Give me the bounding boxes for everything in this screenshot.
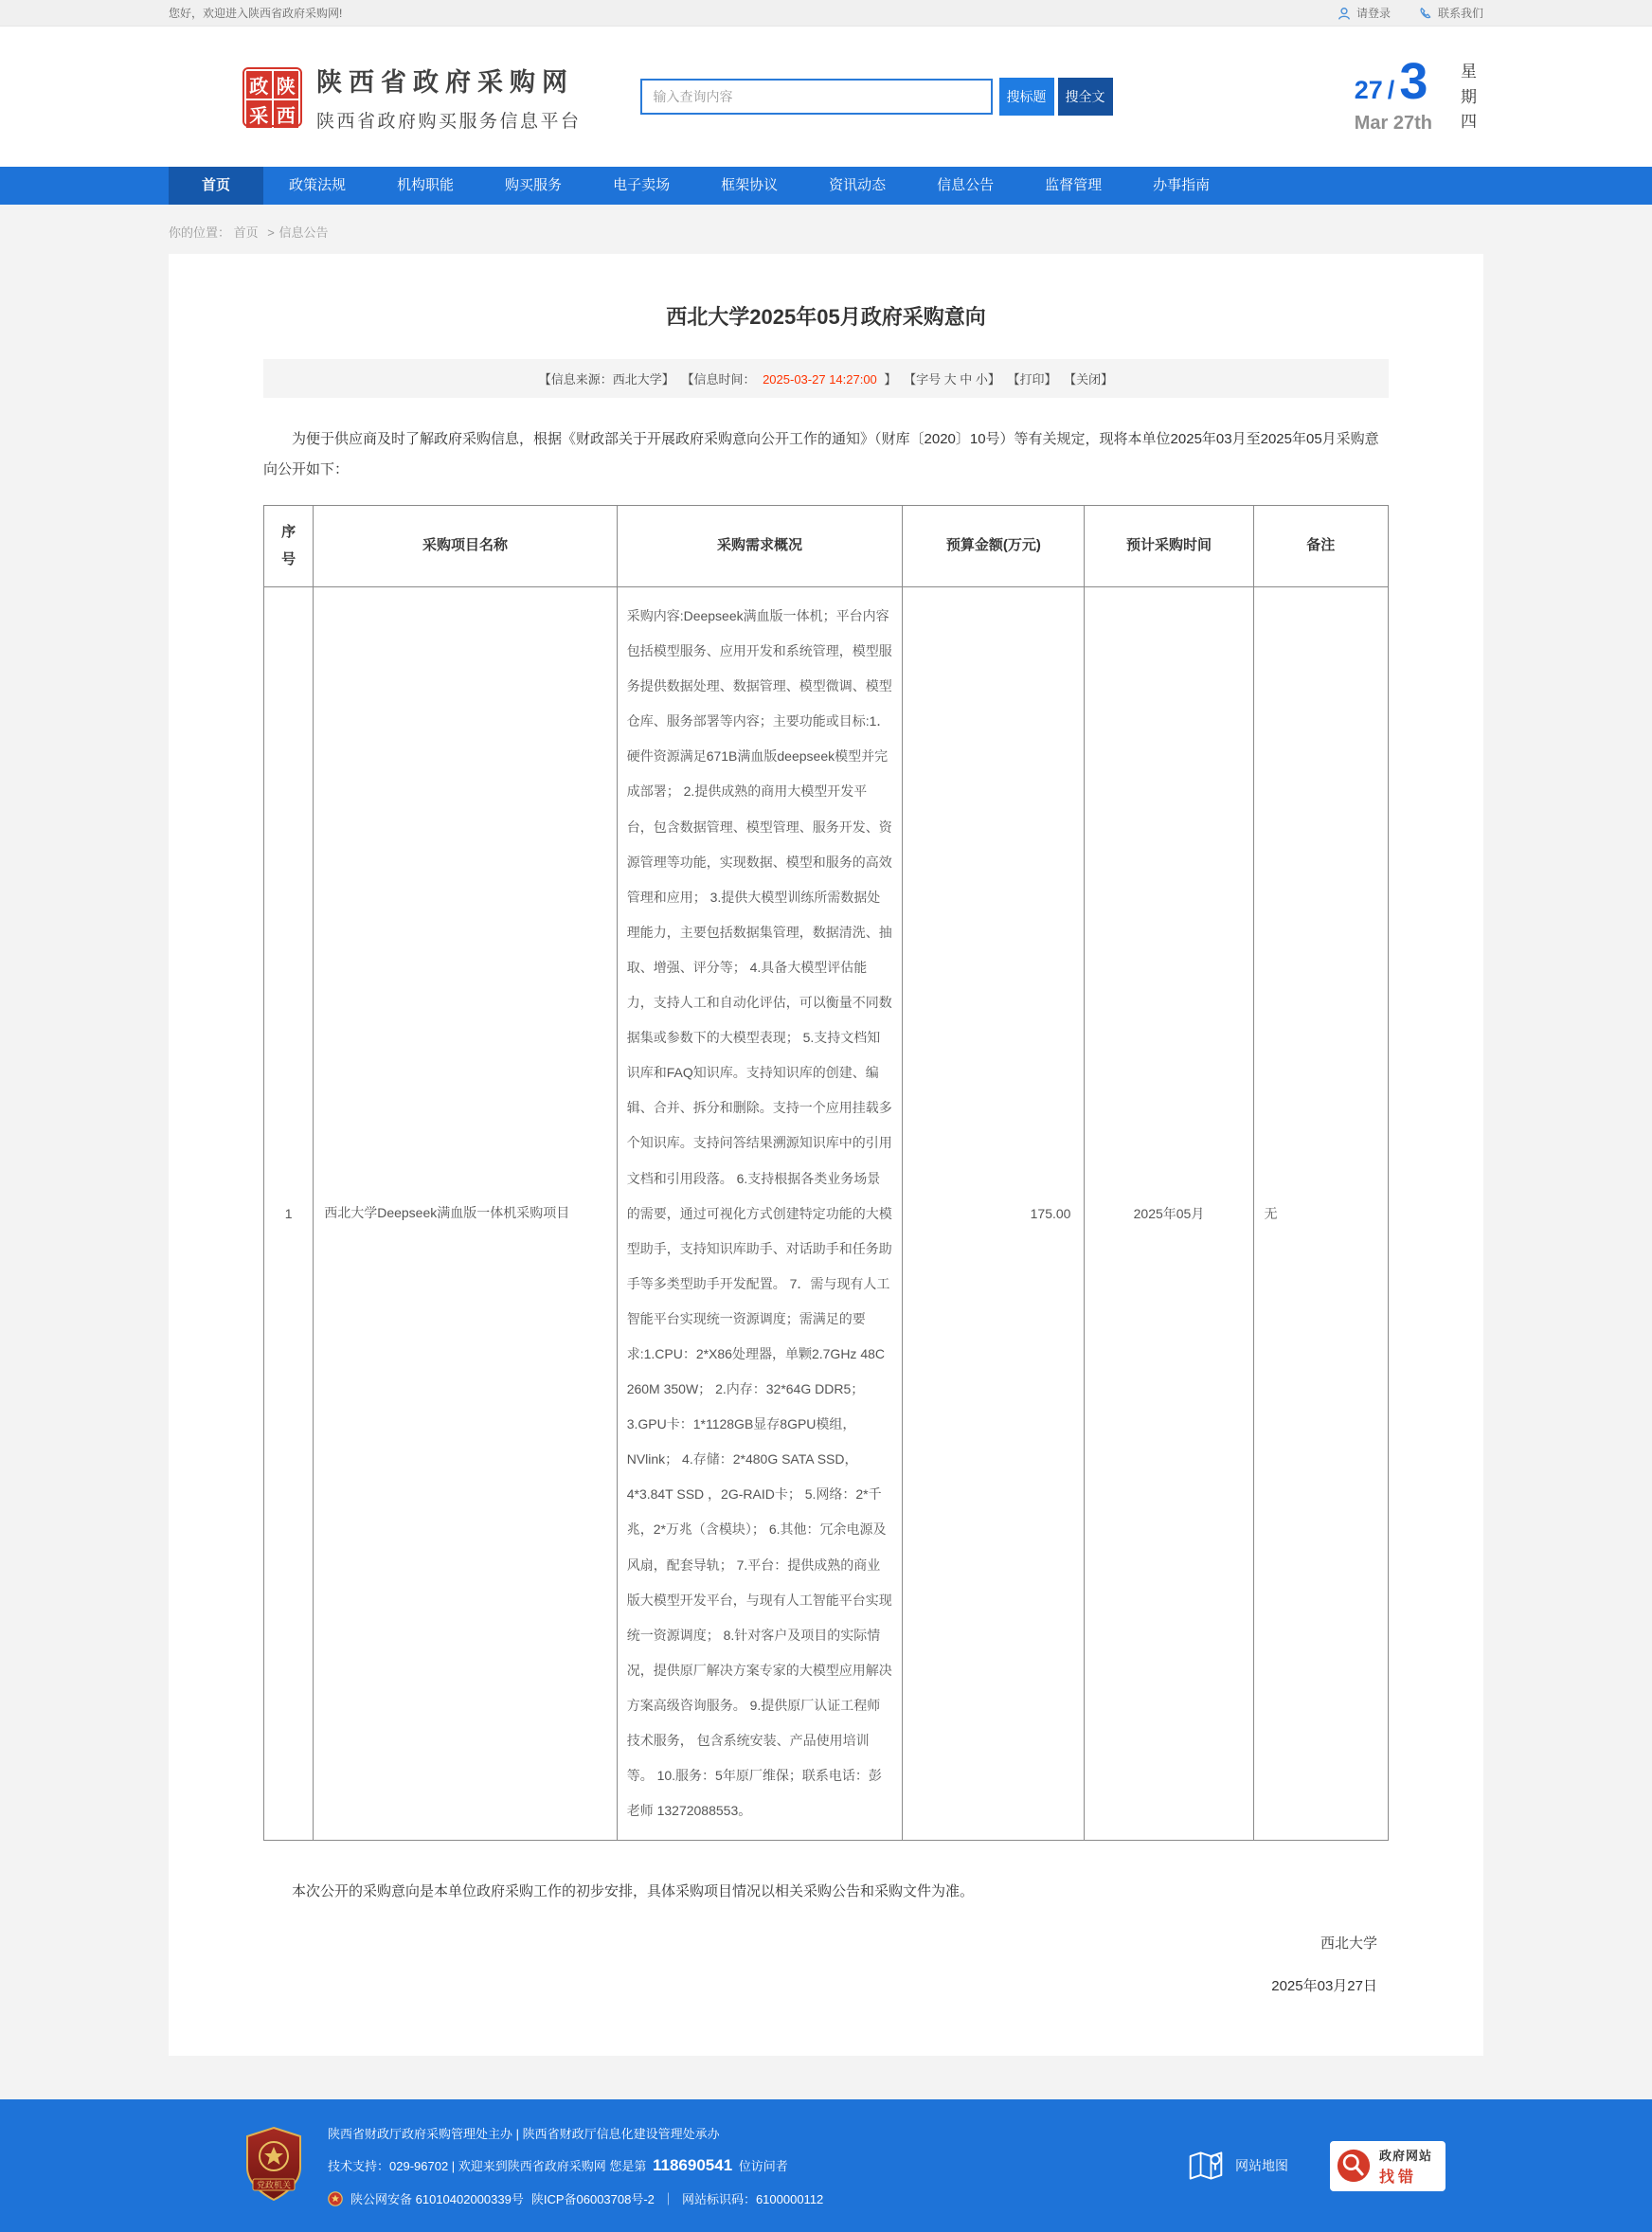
signature: 西北大学 bbox=[1320, 1935, 1377, 1953]
site-identifier-code: 网站标识码：6100000112 bbox=[681, 2192, 824, 2207]
logo-char: 政 bbox=[246, 71, 272, 99]
table-row bbox=[264, 587, 1389, 1841]
column-header-project-name: 采购项目名称 bbox=[314, 506, 617, 587]
column-header-requirement: 采购需求概况 bbox=[617, 506, 902, 587]
nav-item-functions[interactable]: 机构职能 bbox=[397, 177, 455, 193]
date-day: 27 bbox=[1354, 76, 1383, 105]
logo-char: 陕 bbox=[274, 71, 299, 99]
visitor-count: 118690541 bbox=[653, 2156, 733, 2175]
cell-purchase-time: 2025年05月 bbox=[1085, 587, 1253, 1841]
footer-separator: ｜ bbox=[661, 2192, 674, 2207]
error-badge-title: 政府网站 bbox=[1378, 2148, 1432, 2163]
icp-filing-link[interactable]: 陕ICP备06003708号-2 bbox=[530, 2192, 655, 2207]
footer-organizer-line: 陕西省财政厅政府采购管理处主办 | 陕西省财政厅信息化建设管理处承办 bbox=[328, 2127, 720, 2142]
nav-item-announcements[interactable]: 信息公告 bbox=[937, 177, 995, 193]
main-nav bbox=[0, 167, 1652, 205]
sitemap-link[interactable] bbox=[1187, 2148, 1288, 2184]
meta-time-value: 2025-03-27 14:27:00 bbox=[763, 372, 877, 387]
site-title: 陕西省政府采购网 bbox=[316, 67, 574, 97]
nav-item-framework-agreements[interactable]: 框架协议 bbox=[721, 177, 779, 193]
procurement-intent-table bbox=[263, 505, 1389, 1841]
login-link[interactable] bbox=[1338, 5, 1391, 21]
cell-note: 无 bbox=[1253, 587, 1388, 1841]
search-area bbox=[640, 78, 1113, 116]
date-numeric bbox=[1354, 53, 1432, 111]
error-badge-action: 找错 bbox=[1378, 2169, 1417, 2186]
cell-index: 1 bbox=[264, 587, 314, 1841]
login-label[interactable]: 请登录 bbox=[1356, 7, 1391, 20]
breadcrumb-separator: > bbox=[267, 225, 275, 240]
search-input[interactable] bbox=[640, 79, 993, 115]
date-weekday: 星期四 bbox=[1461, 63, 1477, 132]
footer-registration-line bbox=[328, 2189, 823, 2207]
site-subtitle: 陕西省政府购买服务信息平台 bbox=[316, 111, 582, 132]
footer-support-line bbox=[328, 2156, 823, 2175]
article-meta-bar bbox=[263, 359, 1389, 398]
breadcrumb-home-link[interactable]: 首页 bbox=[233, 225, 259, 240]
meta-time-label: 【信息时间： bbox=[681, 372, 756, 387]
footer-support-text: 技术支持：029-96702 | 欢迎来到陕西省政府采购网 您是第 bbox=[328, 2159, 650, 2174]
sitemap-map-icon bbox=[1187, 2148, 1225, 2184]
page-title: 西北大学2025年05月政府采购意向 bbox=[666, 305, 986, 329]
font-size-controls[interactable]: 【字号 大 中 小】 bbox=[904, 372, 1000, 387]
logo-icon bbox=[242, 67, 302, 127]
print-button[interactable]: 【打印】 bbox=[1007, 372, 1057, 387]
sitemap-label[interactable]: 网站地图 bbox=[1234, 2158, 1288, 2174]
date-widget bbox=[1354, 53, 1483, 135]
nav-item-guide[interactable]: 办事指南 bbox=[1153, 177, 1211, 193]
site-logo[interactable] bbox=[242, 62, 582, 133]
public-security-badge-icon bbox=[328, 2191, 343, 2206]
topbar bbox=[0, 0, 1652, 27]
welcome-text: 您好，欢迎进入陕西省政府采购网! bbox=[169, 7, 343, 20]
meta-source: 【信息来源：西北大学】 bbox=[538, 372, 674, 387]
phone-icon bbox=[1419, 7, 1432, 20]
nav-item-e-mall[interactable]: 电子卖场 bbox=[613, 177, 671, 193]
footer-visitor-suffix: 位访问者 bbox=[735, 2159, 788, 2174]
breadcrumb-current-link[interactable]: 信息公告 bbox=[278, 225, 329, 240]
column-header-purchase-time: 预计采购时间 bbox=[1085, 506, 1253, 587]
site-header bbox=[0, 27, 1652, 167]
nav-item-news[interactable]: 资讯动态 bbox=[829, 177, 887, 193]
date-month: 3 bbox=[1399, 53, 1428, 111]
error-report-magnifier-icon bbox=[1337, 2149, 1371, 2183]
cell-project-name: 西北大学Deepseek满血版一体机采购项目 bbox=[314, 587, 617, 1841]
cell-requirement: 采购内容:Deepseek满血版一体机；平台内容包括模型服务、应用开发和系统管理，模型服务提供数据处理、数据管理、模型微调、模型仓库、服务部署等内容；主要功能或目标:1．硬件资源满足671B满血版deepseek模型并完成部署； 2.提供成熟的商用大模型开发平台，包含数据管理、模型管理、服务开发、资源管理等功能，实现数据、模型和服务的高效管理和应用； 3.提供大模型训练所需数据处理能力，主要包括数据集管理，数据清洗、抽取、增强、评分等； 4.具备大模型评估能力，支持人工和自动化评估，可以衡量不同数据集或参数下的大模型表现； 5.支持文档知识库和FAQ知识库。支持知识库的创建、编辑、合并、拆分和删除。支持一个应用挂载多个知识库。支持问答结果溯源知识库中的引用文档和引用段落。 6.支持根据各类业务场景的需要，通过可视化方式创建特定功能的大模型助手，支持知识库助手、对话助手和任务助手等多类型助手开发配置。 7．需与现有人工智能平台实现统一资源调度；需满足的要求:1.CPU：2*X86处理器，单颗2.7GHz 48C 260M 350W； 2.内存：32*64G DDR5； 3.GPU卡：1*1128GB显存8GPU模组，NVlink； 4.存储：2*480G SATA SSD，4*3.84T SSD ，2G-RAID卡； 5.网络：2*千兆，2*万兆（含模块）； 6.其他：冗余电源及风扇，配套导轨； 7.平台：提供成熟的商业版大模型开发平台，与现有人工智能平台实现统一资源调度； 8.针对客户及项目的实际情况，提供原厂解决方案专家的大模型应用解决方案高级咨询服务。 9.提供原厂认证工程师技术服务， 包含系统安装、产品使用培训等。 10.服务：5年原厂维保；联系电话：彭老师 13272088553。 bbox=[617, 587, 902, 1841]
nav-item-home[interactable]: 首页 bbox=[169, 167, 263, 205]
date-slash: / bbox=[1387, 76, 1395, 105]
search-title-button[interactable]: 搜标题 bbox=[999, 78, 1054, 116]
column-header-budget: 预算金额(万元) bbox=[903, 506, 1085, 587]
intro-paragraph: 为便于供应商及时了解政府采购信息，根据《财政部关于开展政府采购意向公开工作的通知》（财库〔2020〕10号）等有关规定，现将本单位2025年03月至2025年05月采购意向公开如下： bbox=[263, 431, 1379, 477]
site-footer bbox=[0, 2099, 1652, 2232]
nav-item-policies[interactable]: 政策法规 bbox=[289, 177, 347, 193]
signature-date: 2025年03月27日 bbox=[1271, 1978, 1377, 1995]
search-fulltext-button[interactable]: 搜全文 bbox=[1058, 78, 1113, 116]
logo-char: 采 bbox=[246, 100, 272, 128]
meta-time-suffix: 】 bbox=[884, 372, 897, 387]
nav-item-supervision[interactable]: 监督管理 bbox=[1045, 177, 1103, 193]
user-icon bbox=[1338, 7, 1351, 20]
error-report-badge[interactable] bbox=[1330, 2141, 1446, 2191]
shield-icon bbox=[243, 2126, 304, 2202]
table-header-row bbox=[264, 506, 1389, 587]
public-security-filing-link[interactable]: 陕公网安备 61010402000339号 bbox=[350, 2192, 524, 2207]
cell-budget: 175.00 bbox=[903, 587, 1085, 1841]
closing-paragraph: 本次公开的采购意向是本单位政府采购工作的初步安排，具体采购项目情况以相关采购公告和采购文件为准。 bbox=[292, 1883, 975, 1900]
date-english: Mar 27th bbox=[1354, 112, 1432, 134]
close-button[interactable]: 【关闭】 bbox=[1064, 372, 1114, 387]
column-header-index: 序号 bbox=[264, 506, 314, 587]
logo-char: 西 bbox=[274, 100, 299, 128]
column-header-note: 备注 bbox=[1253, 506, 1388, 587]
nav-item-purchase-services[interactable]: 购买服务 bbox=[505, 177, 563, 193]
article-card bbox=[169, 254, 1483, 2056]
government-badge bbox=[242, 2126, 305, 2206]
contact-link[interactable] bbox=[1419, 5, 1483, 21]
breadcrumb bbox=[169, 205, 1483, 254]
breadcrumb-label: 你的位置： bbox=[169, 225, 231, 240]
contact-label[interactable]: 联系我们 bbox=[1437, 7, 1483, 20]
svg-text:党政机关: 党政机关 bbox=[256, 2180, 292, 2190]
